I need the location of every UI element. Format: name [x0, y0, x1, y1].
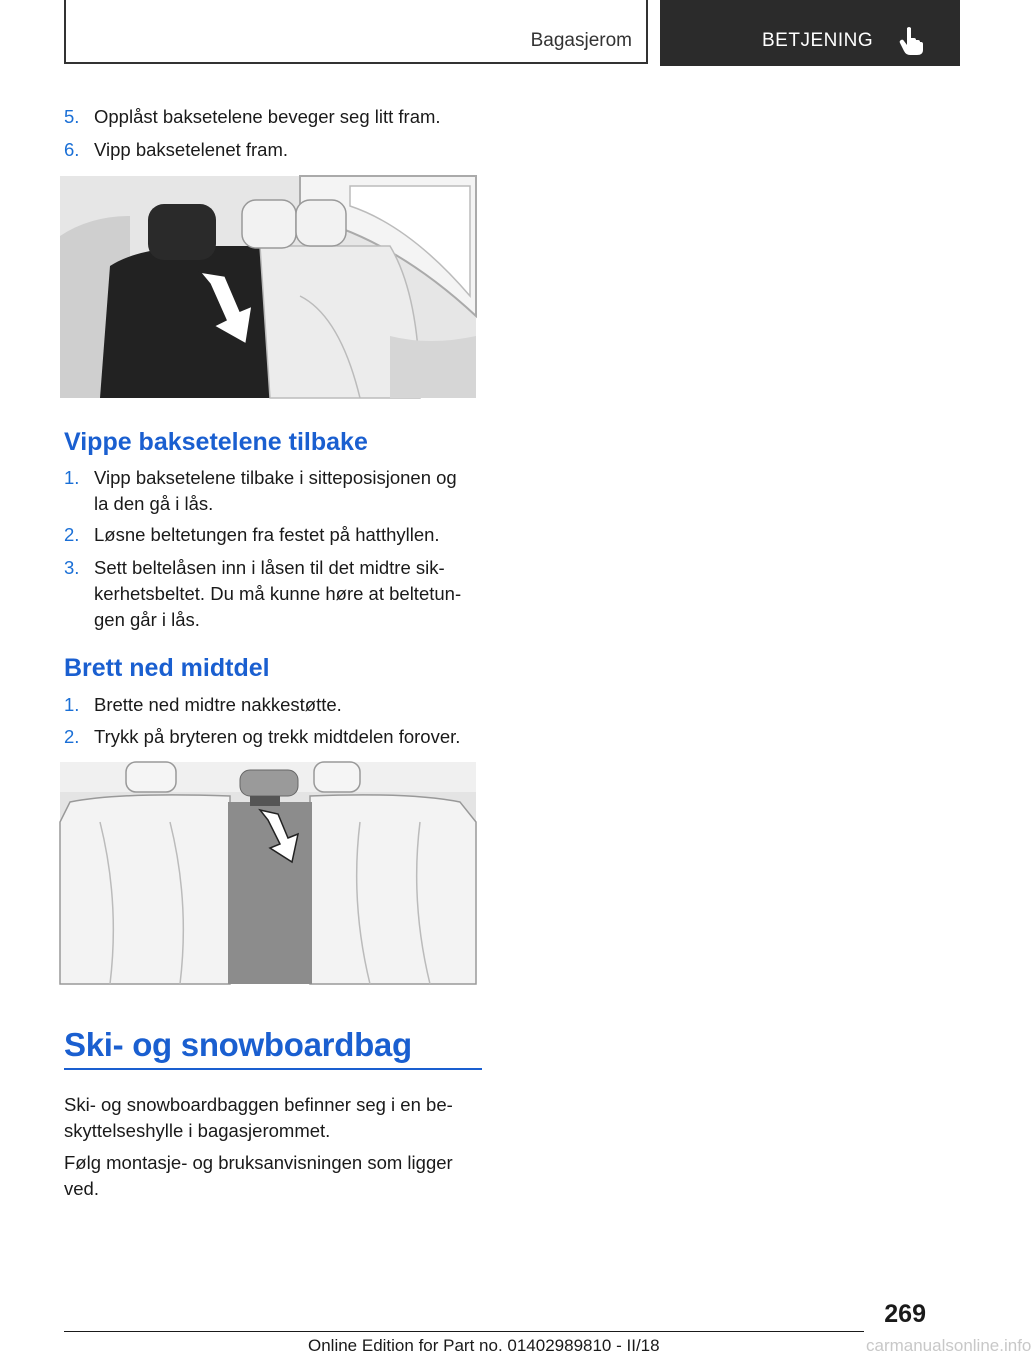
step-text: Brette ned midtre nakkestøtte. — [94, 694, 342, 715]
paragraph — [64, 1092, 474, 1144]
step-number: 2. — [64, 726, 80, 747]
step-text: Trykk på bryteren og trekk midtdelen forover. — [94, 726, 461, 747]
section-heading: Brett ned midtdel — [64, 654, 270, 682]
footer-edition: Online Edition for Part no. 01402989810 - II/18 — [308, 1336, 660, 1355]
footer-watermark: carmanualsonline.info — [866, 1336, 1031, 1355]
step-number: 3. — [64, 557, 80, 578]
step-number: 1. — [64, 467, 80, 488]
step-text — [94, 465, 479, 517]
step-number: 6. — [64, 139, 80, 160]
step-text-line: gen går i lås. — [94, 609, 200, 630]
section-heading: Vippe baksetelene tilbake — [64, 428, 368, 456]
step-number: 1. — [64, 694, 80, 715]
step-text-line: Vipp baksetelene tilbake i sitteposisjonen og — [94, 467, 457, 488]
rear-seat-center-fold-illustration — [60, 762, 476, 984]
step-text-line: Sett beltelåsen inn i låsen til det midtre sik- — [94, 557, 445, 578]
chapter-heading: Ski- og snowboardbag — [64, 1026, 412, 1063]
header-chapter-box — [660, 0, 960, 66]
step-text-line: kerhetsbeltet. Du må kunne høre at beltetun- — [94, 583, 462, 604]
step-number: 5. — [64, 106, 80, 127]
footer-divider — [64, 1331, 864, 1332]
step-text — [94, 555, 479, 633]
paragraph-line: skyttelseshylle i bagasjerommet. — [64, 1120, 331, 1141]
paragraph-line: ved. — [64, 1178, 99, 1199]
header-section-box — [64, 0, 648, 64]
pointing-hand-icon — [898, 26, 924, 56]
paragraph — [64, 1150, 474, 1202]
step-text: Opplåst baksetelene beveger seg litt fram. — [94, 106, 441, 127]
step-text-line: la den gå i lås. — [94, 493, 214, 514]
heading-underline — [64, 1068, 482, 1070]
page-number: 269 — [884, 1300, 926, 1328]
step-text: Vipp baksetelenet fram. — [94, 139, 289, 160]
step-text: Løsne beltetungen fra festet på hatthyllen. — [94, 524, 440, 545]
header-section-label: Bagasjerom — [530, 30, 632, 51]
header-chapter-label: BETJENING — [762, 30, 874, 51]
step-number: 2. — [64, 524, 80, 545]
paragraph-line: Følg montasje- og bruksanvisningen som ligger — [64, 1152, 453, 1173]
paragraph-line: Ski- og snowboardbaggen befinner seg i en be- — [64, 1094, 453, 1115]
rear-seat-fold-forward-illustration — [60, 176, 476, 398]
